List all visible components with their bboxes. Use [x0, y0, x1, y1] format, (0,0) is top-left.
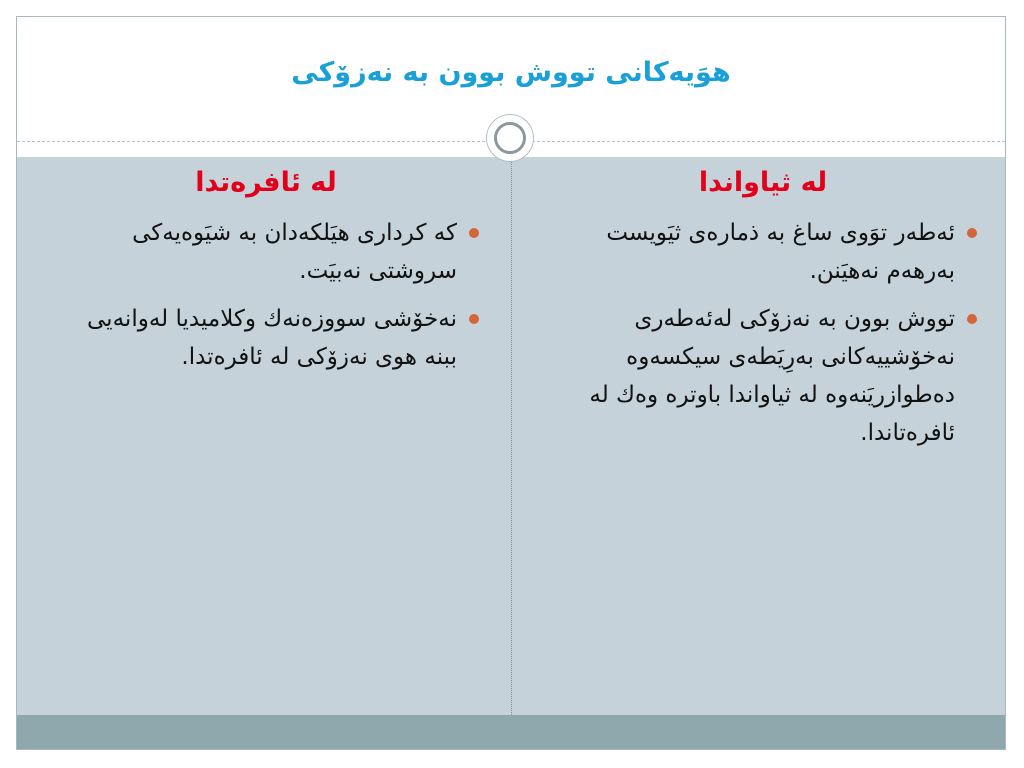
left-bullet-list — [51, 214, 481, 376]
slide-title: هوَیەكانی تووش بوون بە نەزۆكی — [291, 57, 731, 88]
bullet-text: كە كرداری هیَلكەدان بە شیَوەیەكی سروشتی نەبیَت. — [132, 220, 457, 284]
bullet-item — [547, 214, 979, 290]
right-column — [547, 167, 979, 462]
bullet-dot-icon — [469, 314, 479, 324]
left-column-header: لە ئافرەتدا — [195, 167, 337, 198]
bullet-dot-icon — [469, 228, 479, 238]
bullet-text: نەخۆشی سووزەنەك وكلامیدیا لەوانەیی ببنە هوی نەزۆكی لە ئافرەتدا. — [87, 306, 457, 370]
bullet-text: ئەطەر توَوی ساغ بە ذمارەی ثیَویست بەرهەم نەهیَنن. — [606, 220, 955, 284]
left-column — [51, 167, 481, 386]
right-bullet-list — [547, 214, 979, 452]
slide-frame — [16, 16, 1006, 750]
bullet-dot-icon — [967, 314, 977, 324]
bullet-text: تووش بوون بە نەزۆكی لەئەطەری نەخۆشییەكانی بەرِیَطەی سیكسەوە دەطوازریَنەوە لە ثیاواندا باوترە وەك لە ئافرەتاندا. — [589, 306, 955, 446]
circle-ornament-icon — [487, 115, 533, 161]
column-divider — [511, 157, 512, 715]
right-column-header: لە ثیاواندا — [698, 167, 828, 198]
bullet-item — [51, 214, 481, 290]
bullet-item — [547, 300, 979, 452]
bullet-dot-icon — [967, 228, 977, 238]
bullet-item — [51, 300, 481, 376]
footer-bar — [17, 715, 1005, 750]
